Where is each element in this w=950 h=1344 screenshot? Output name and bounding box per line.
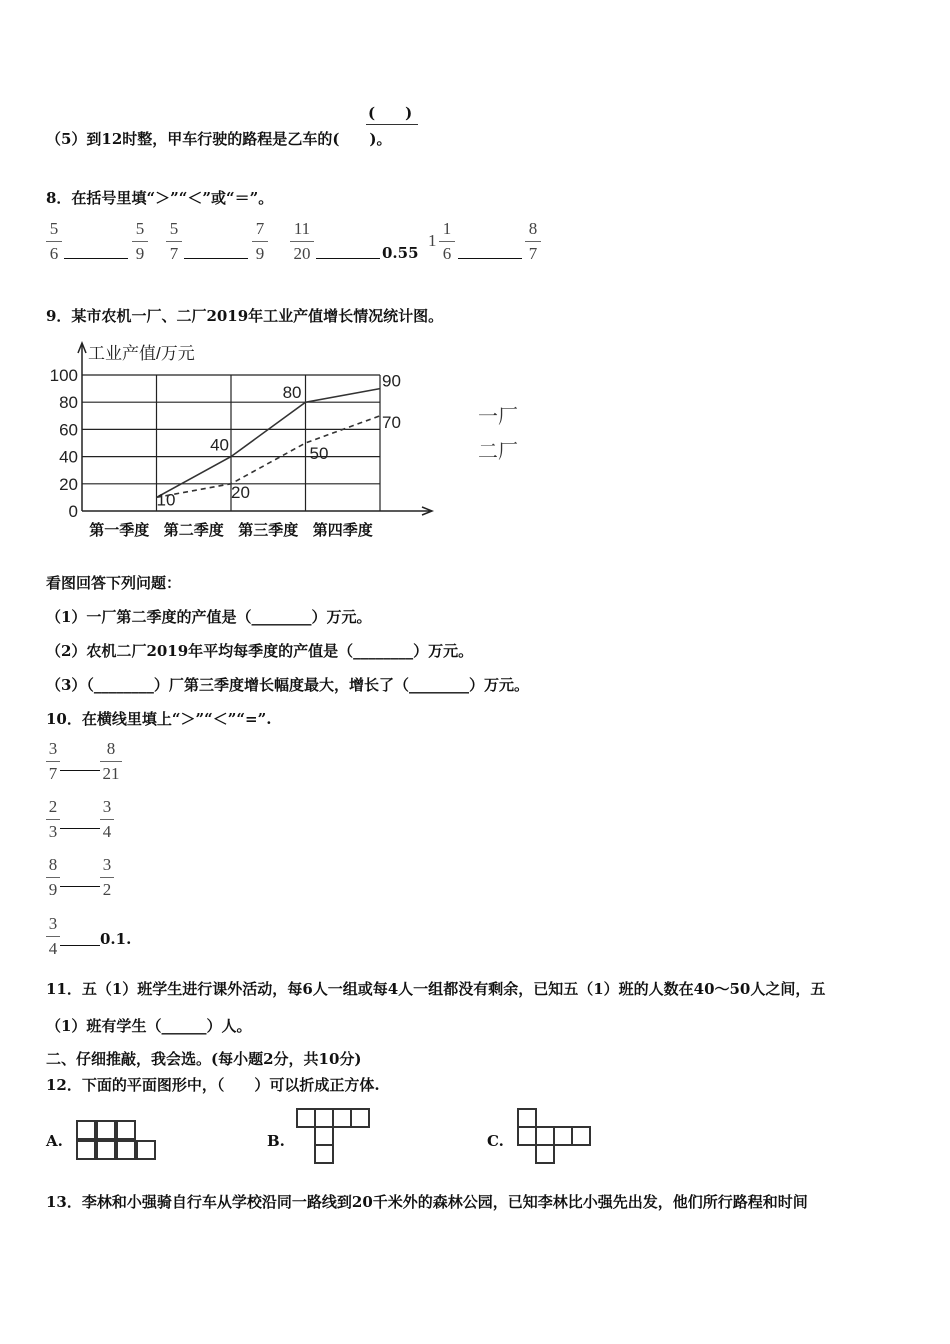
numerator: 3 — [102, 855, 112, 874]
numerator: 11 — [293, 219, 311, 238]
q9-question-1: （1）一厂第二季度的产值是（________）万元。 — [46, 608, 372, 626]
q9-question-2: （2）农机二厂2019年平均每季度的产值是（________）万元。 — [46, 642, 474, 660]
x-tick-label-2: 第二季度 — [163, 522, 224, 539]
q10-prompt: 10．在横线里填上“＞”“＜”“=”. — [46, 710, 272, 728]
series-line-1 — [157, 389, 381, 498]
data-label-s2-4: 70 — [382, 412, 401, 432]
q8-prompt: 8．在括号里填“＞”“＜”或“＝”。 — [46, 189, 274, 207]
y-tick-label-20: 20 — [59, 474, 78, 494]
q12-option-c-label[interactable]: C. — [487, 1132, 504, 1150]
numerator: 5 — [169, 219, 179, 238]
denominator: 7 — [48, 764, 58, 783]
q8-item1-right-fraction — [132, 219, 148, 264]
q8-item2-left-fraction — [166, 219, 182, 264]
q9-question-3: （3）（________）厂第三季度增长幅度最大，增长了（________）万元。 — [46, 676, 529, 694]
legend-factory-1: 一厂 — [478, 404, 518, 428]
x-tick-label-1: 第一季度 — [89, 522, 150, 539]
denominator: 7 — [169, 244, 179, 263]
denominator: 3 — [48, 822, 58, 841]
q11-line-2: （1）班有学生（______）人。 — [46, 1017, 252, 1035]
q8-item4-right-fraction — [525, 219, 541, 264]
q7-paren-bottom: ( ) — [332, 130, 377, 148]
q7-paren-top: ( ) — [368, 104, 413, 122]
numerator: 2 — [48, 797, 58, 816]
q10-item3-right-fraction — [100, 855, 114, 900]
numerator: 3 — [48, 914, 58, 933]
x-tick-label-3: 第三季度 — [238, 522, 299, 539]
denominator: 4 — [102, 822, 112, 841]
numerator: 5 — [49, 219, 59, 238]
q8-item4-left-fraction — [439, 219, 455, 264]
q10-item3-left-fraction — [46, 855, 60, 900]
q12-prompt: 12．下面的平面图形中，（ ）可以折成正方体. — [46, 1076, 380, 1094]
numerator: 5 — [135, 219, 145, 238]
y-tick-label-40: 40 — [59, 447, 78, 467]
numerator: 7 — [255, 219, 265, 238]
q8-blank-4[interactable] — [458, 258, 522, 259]
q7-fraction-bar — [366, 124, 418, 125]
y-tick-label-0: 0 — [68, 502, 78, 521]
denominator: 6 — [442, 244, 452, 263]
denominator: 9 — [255, 244, 265, 263]
q8-item4-whole: 1 — [428, 231, 437, 250]
q10-blank-4[interactable] — [60, 945, 100, 946]
y-tick-label-100: 100 — [49, 366, 78, 385]
denominator: 9 — [135, 244, 145, 263]
numerator: 8 — [106, 739, 116, 758]
q10-blank-1[interactable] — [60, 770, 100, 771]
q8-item3-left-fraction — [290, 219, 314, 264]
q10-item1-right-fraction — [100, 739, 122, 784]
q10-item2-left-fraction — [46, 797, 60, 842]
section-2-heading: 二、仔细推敲，我会选。(每小题2分，共10分) — [46, 1050, 362, 1068]
numerator: 3 — [102, 797, 112, 816]
data-label-s1-2: 40 — [210, 435, 229, 455]
data-label-s1-3: 80 — [282, 383, 302, 403]
q8-item1-left-fraction — [46, 219, 62, 264]
q13-text: 13．李林和小强骑自行车从学校沿同一路线到20千米外的森林公园，已知李林比小强先出发，他们所行路程和时间 — [46, 1193, 808, 1211]
numerator: 8 — [48, 855, 58, 874]
numerator: 3 — [48, 739, 58, 758]
q10-item2-right-fraction — [100, 797, 114, 842]
q10-item4-right-value: 0.1. — [100, 930, 132, 948]
q12-option-b-label[interactable]: B. — [267, 1132, 285, 1150]
q7-text-main: （5）到12时整，甲车行驶的路程是乙车的 — [46, 130, 333, 148]
q9-line-chart — [40, 335, 440, 545]
q7-end: 。 — [376, 130, 392, 148]
denominator: 20 — [293, 244, 311, 263]
denominator: 4 — [48, 939, 58, 958]
q9-sub-prompt: 看图回答下列问题： — [46, 574, 182, 592]
q11-line-1: 11．五（1）班学生进行课外活动，每6人一组或每4人一组都没有剩余，已知五（1）班的人数在40～50人之间，五 — [46, 980, 826, 998]
data-label-s2-2: 20 — [231, 482, 250, 502]
q8-blank-1[interactable] — [64, 258, 128, 259]
q9-prompt: 9．某市农机一厂、二厂2019年工业产值增长情况统计图。 — [46, 307, 444, 325]
legend-factory-2: 二厂 — [478, 439, 518, 463]
denominator: 6 — [49, 244, 59, 263]
y-tick-label-60: 60 — [59, 420, 78, 440]
q8-blank-2[interactable] — [184, 258, 248, 259]
denominator: 21 — [102, 764, 120, 783]
y-tick-label-80: 80 — [59, 393, 78, 413]
q8-item3-right-value: 0.55 — [382, 244, 419, 262]
data-label-s1-1: 10 — [156, 490, 176, 510]
y-axis-label: 工业产值/万元 — [88, 344, 195, 363]
q10-blank-2[interactable] — [60, 828, 100, 829]
numerator: 8 — [528, 219, 538, 238]
q12-option-a-label[interactable]: A. — [46, 1132, 63, 1150]
numerator: 1 — [442, 219, 452, 238]
data-label-s2-3: 50 — [309, 444, 329, 463]
denominator: 9 — [48, 880, 58, 899]
denominator: 2 — [102, 880, 112, 899]
q10-blank-3[interactable] — [60, 886, 100, 887]
q10-item4-left-fraction — [46, 914, 60, 959]
data-label-s1-4: 90 — [382, 371, 401, 391]
q10-item1-left-fraction — [46, 739, 60, 784]
q8-item2-right-fraction — [252, 219, 268, 264]
x-tick-label-4: 第四季度 — [312, 522, 373, 539]
denominator: 7 — [528, 244, 538, 263]
q7-text — [46, 128, 392, 149]
q8-blank-3[interactable] — [316, 258, 380, 259]
